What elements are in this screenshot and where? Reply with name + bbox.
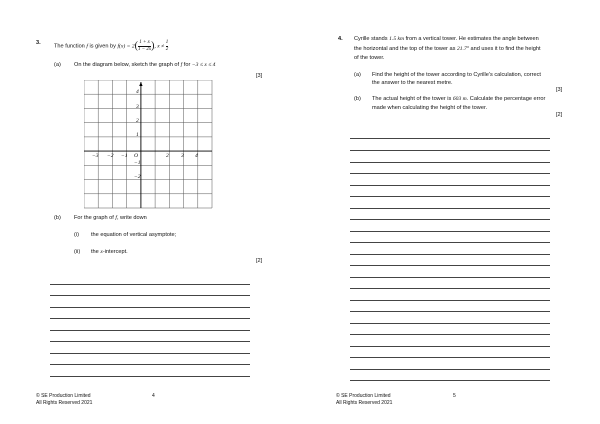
x-tick-label: 3 bbox=[181, 153, 184, 159]
axes bbox=[84, 82, 212, 208]
footer-rights: All Rights Reserved 2021 bbox=[336, 400, 393, 406]
footer-company: © SE Production Limited bbox=[336, 393, 391, 399]
footer-company: © SE Production Limited bbox=[36, 393, 91, 399]
grid-lines bbox=[84, 80, 212, 208]
q3b-label: (b) bbox=[54, 215, 61, 221]
q3a-text: On the diagram below, sketch the graph of f for −3 ≤ x ≤ 4 bbox=[74, 62, 216, 68]
q3b-text: For the graph of f, write down bbox=[74, 215, 147, 221]
q3b-ii-label: (ii) bbox=[74, 249, 81, 255]
page-number: 4 bbox=[152, 393, 155, 399]
x-tick-label: −2 bbox=[107, 153, 114, 159]
q4a-text-line1: Find the height of the tower according to Cyrille's calculation, correct bbox=[372, 72, 541, 78]
y-tick-label: −1 bbox=[134, 160, 141, 166]
x-tick-label: 4 bbox=[195, 153, 198, 159]
right-page bbox=[300, 0, 600, 424]
y-tick-label: −2 bbox=[134, 174, 141, 180]
y-tick-label: 4 bbox=[136, 89, 139, 95]
q3b-i-label: (i) bbox=[74, 232, 79, 238]
q3-number: 3. bbox=[36, 40, 41, 46]
x-tick-label: −3 bbox=[92, 153, 99, 159]
q4b-marks: [2] bbox=[556, 112, 563, 118]
x-tick-label: −1 bbox=[121, 153, 128, 159]
q4b-label: (b) bbox=[354, 96, 361, 102]
q4b-text-line1: The actual height of the tower is 603 m. Calculate the percentage error bbox=[372, 96, 546, 102]
q4b-text-line2: made when calculating the height of the tower. bbox=[372, 105, 488, 111]
q3b-ii-text: the x-intercept. bbox=[91, 249, 128, 255]
footer-rights: All Rights Reserved 2021 bbox=[36, 400, 93, 406]
q4a-marks: [3] bbox=[556, 87, 563, 93]
page-number: 5 bbox=[453, 393, 456, 399]
q4a-label: (a) bbox=[354, 72, 361, 78]
q4-intro-line3: of the tower. bbox=[354, 55, 385, 61]
x-tick-label: 2 bbox=[166, 153, 169, 159]
y-axis-arrow bbox=[139, 82, 142, 86]
q3a-marks: [3] bbox=[256, 73, 263, 79]
y-tick-label: 2 bbox=[136, 118, 139, 124]
q4-number: 4. bbox=[338, 36, 343, 42]
q4-intro-line1: Cyrille stands 1.5 km from a vertical tower. He estimates the angle between bbox=[354, 36, 539, 42]
q3a-label: (a) bbox=[54, 62, 61, 68]
q4a-text-line2: the answer to the nearest metre. bbox=[372, 80, 453, 86]
origin-label: O bbox=[134, 153, 139, 159]
q3-intro: The function f is given by f(x) = 2( $\frac{1 + x}{1 - 2x}$ ), x ≠ $\frac{1}{2}$ bbox=[54, 40, 169, 52]
q4-intro-line2: the horizontal and the top of the tower as 21.7° and uses it to find the height bbox=[354, 46, 541, 52]
y-tick-label: 3 bbox=[136, 104, 139, 110]
q3b-i-text: the equation of vertical asymptote; bbox=[91, 232, 177, 238]
y-tick-label: 1 bbox=[136, 132, 139, 138]
q3b-marks: [2] bbox=[256, 258, 263, 264]
graph-grid bbox=[84, 80, 214, 210]
